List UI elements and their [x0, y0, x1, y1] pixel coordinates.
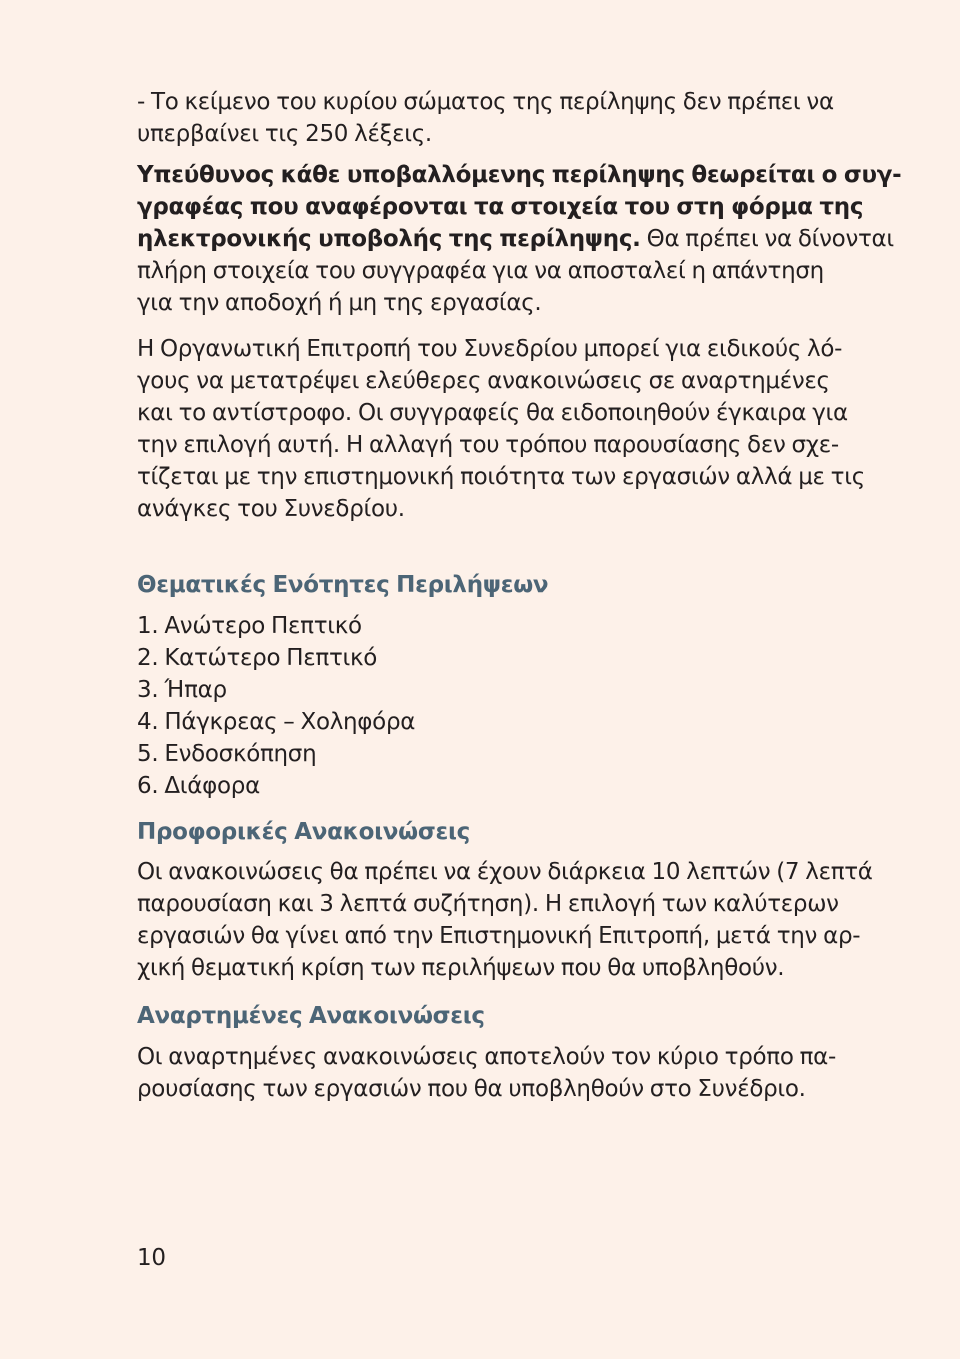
intro-line: υπερβαίνει τις 250 λέξεις. — [137, 121, 432, 147]
committee-line: τίζεται με την επιστημονική ποιότητα των εργασιών αλλά με τις — [137, 464, 865, 490]
list-item: 2. Κατώτερο Πεπτικό — [137, 645, 377, 671]
oral-line: χική θεματική κρίση των περιλήψεων που θα υποβληθούν. — [137, 955, 785, 981]
committee-line: Η Οργανωτική Επιτροπή του Συνεδρίου μπορεί για ειδικούς λό- — [137, 336, 843, 362]
responsibility-text: Θα πρέπει να δίνονται — [640, 226, 894, 252]
topics-heading: Θεματικές Ενότητες Περιλήψεων — [137, 572, 549, 598]
topics-list — [137, 610, 415, 802]
oral-line: παρουσίαση και 3 λεπτά συζήτηση). Η επιλογή των καλύτερων — [137, 891, 839, 917]
page-number: 10 — [137, 1245, 166, 1271]
committee-line: γους να μετατρέψει ελεύθερες ανακοινώσεις σε αναρτημένες — [137, 368, 830, 394]
committee-line: και το αντίστροφο. Οι συγγραφείς θα ειδοποιηθούν έγκαιρα για — [137, 400, 848, 426]
responsibility-bold-line: ηλεκτρονικής υποβολής της περίληψης. — [137, 226, 641, 252]
list-item: 1. Ανώτερο Πεπτικό — [137, 613, 362, 639]
poster-line: Οι αναρτημένες ανακοινώσεις αποτελούν τον κύριο τρόπο πα- — [137, 1044, 837, 1070]
responsibility-text: πλήρη στοιχεία του συγγραφέα για να αποσταλεί η απάντηση — [137, 258, 824, 284]
poster-heading: Αναρτημένες Ανακοινώσεις — [137, 1003, 485, 1029]
committee-line: ανάγκες του Συνεδρίου. — [137, 496, 405, 522]
committee-line: την επιλογή αυτή. Η αλλαγή του τρόπου παρουσίασης δεν σχε- — [137, 432, 839, 458]
oral-line: εργασιών θα γίνει από την Επιστημονική Επιτροπή, μετά την αρ- — [137, 923, 861, 949]
oral-line: Οι ανακοινώσεις θα πρέπει να έχουν διάρκεια 10 λεπτών (7 λεπτά — [137, 859, 873, 885]
intro-line: - Το κείμενο του κυρίου σώματος της περίληψης δεν πρέπει να — [137, 89, 834, 115]
responsibility-bold-line: γραφέας που αναφέρονται τα στοιχεία του στη φόρμα της — [137, 194, 864, 220]
oral-paragraph — [137, 856, 873, 984]
intro-paragraph — [137, 86, 834, 150]
poster-line: ρουσίασης των εργασιών που θα υποβληθούν στο Συνέδριο. — [137, 1076, 806, 1102]
oral-heading: Προφορικές Ανακοινώσεις — [137, 819, 470, 845]
committee-paragraph — [137, 333, 865, 525]
list-item: 5. Ενδοσκόπηση — [137, 741, 317, 767]
responsibility-bold-line: Υπεύθυνος κάθε υποβαλλόμενης περίληψης θεωρείται ο συγ- — [137, 162, 902, 188]
responsibility-text: για την αποδοχή ή μη της εργασίας. — [137, 290, 542, 316]
poster-paragraph — [137, 1041, 837, 1105]
list-item: 6. Διάφορα — [137, 773, 260, 799]
list-item: 3. Ήπαρ — [137, 677, 227, 703]
list-item: 4. Πάγκρεας – Χοληφόρα — [137, 709, 416, 735]
responsibility-paragraph — [137, 159, 902, 319]
